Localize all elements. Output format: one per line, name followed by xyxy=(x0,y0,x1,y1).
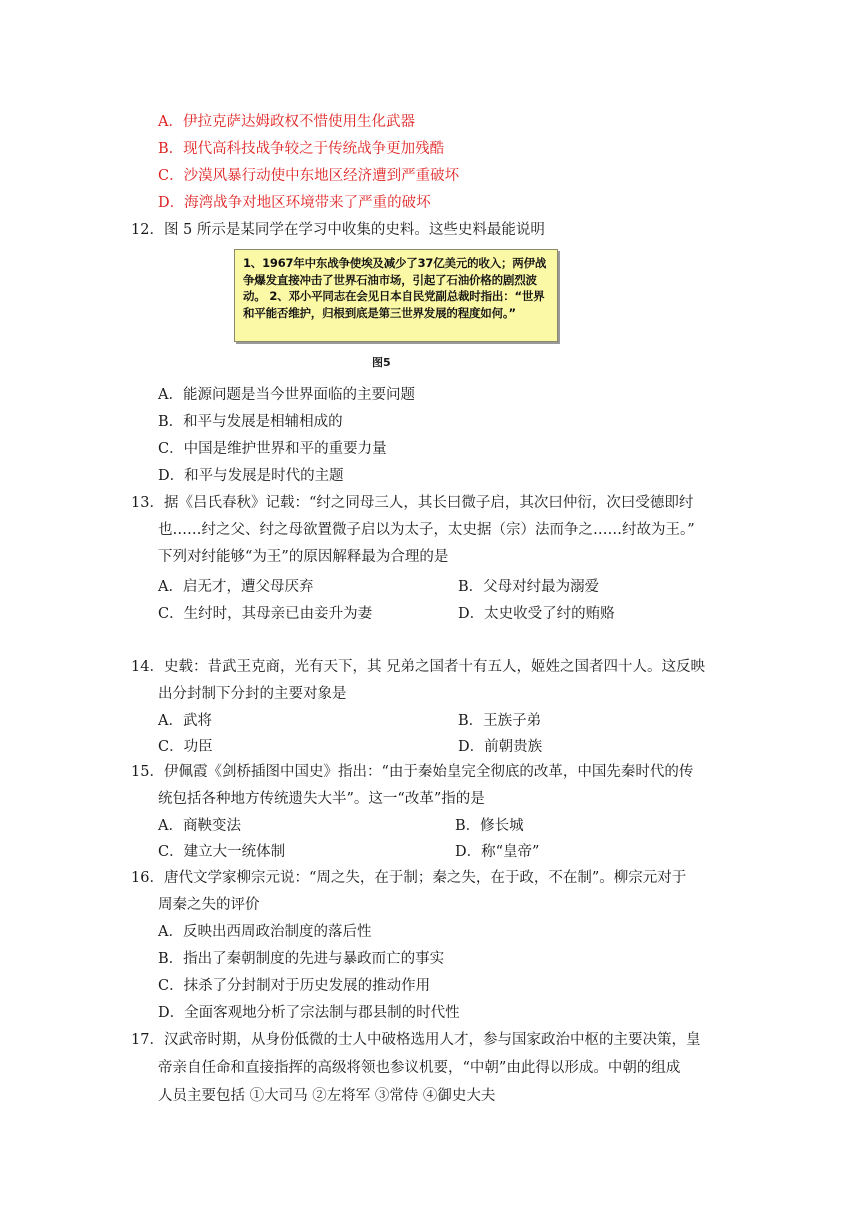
q12-option-b: B．和平与发展是相辅相成的 xyxy=(158,414,343,430)
q11-option-d: D．海湾战争对地区环境带来了严重的破坏 xyxy=(158,195,431,211)
q14-option-d: D．前朝贵族 xyxy=(458,739,543,755)
q14-option-a: A．武将 xyxy=(158,713,212,729)
q14-option-b: B．王族子弟 xyxy=(458,713,542,729)
q13-stem-line-1: 13．据《吕氏春秋》记载：“纣之同母三人，其长曰微子启，其次曰仲衍，次曰受德即纣 xyxy=(131,495,694,511)
q16-stem-line-1: 16．唐代文学家柳宗元说：“周之失，在于制；秦之失，在于政，不在制”。柳宗元对于 xyxy=(131,870,687,886)
q13-option-b: B．父母对纣最为溺爱 xyxy=(458,579,600,595)
q16-stem-line-2: 周秦之失的评价 xyxy=(158,897,260,913)
q14-stem-line-1: 14．史载：昔武王克商，光有天下，其 兄弟之国者十有五人，姬姓之国者四十人。这反映 xyxy=(131,659,706,675)
q11-option-c: C．沙漠风暴行动使中东地区经济遭到严重破坏 xyxy=(158,168,460,184)
q13-stem-line-3: 下列对纣能够“为王”的原因解释最为合理的是 xyxy=(158,549,449,565)
q15-option-c: C．建立大一统体制 xyxy=(158,844,286,860)
q16-option-b: B．指出了秦朝制度的先进与暴政而亡的事实 xyxy=(158,951,445,967)
q14-option-c: C．功臣 xyxy=(158,739,213,755)
q16-option-a: A．反映出西周政治制度的落后性 xyxy=(158,924,372,940)
q13-option-a: A．启无才，遭父母厌弃 xyxy=(158,579,314,595)
q12-option-a: A．能源问题是当今世界面临的主要问题 xyxy=(158,387,415,403)
q15-stem-line-1: 15．伊佩霞《剑桥插图中国史》指出：“由于秦始皇完全彻底的改革，中国先秦时代的传 xyxy=(131,764,694,780)
q13-stem-line-2: 也……纣之父、纣之母欲置微子启以为太子，太史据（宗）法而争之……纣故为王。” xyxy=(158,522,695,538)
q16-option-d: D．全面客观地分析了宗法制与郡县制的时代性 xyxy=(158,1005,460,1021)
q11-option-a: A．伊拉克萨达姆政权不惜使用生化武器 xyxy=(158,114,415,130)
q12-option-d: D．和平与发展是时代的主题 xyxy=(158,468,344,484)
q12-stem: 12．图 5 所示是某同学在学习中收集的史料。这些史料最能说明 xyxy=(131,222,545,238)
q15-option-d: D．称“皇帝” xyxy=(455,844,540,860)
q12-option-c: C．中国是维护世界和平的重要力量 xyxy=(158,441,387,457)
q15-option-a: A．商鞅变法 xyxy=(158,818,241,834)
q15-option-b: B．修长城 xyxy=(455,818,524,834)
q13-option-d: D．太史收受了纣的贿赂 xyxy=(458,606,615,622)
q13-option-c: C．生纣时，其母亲已由妾升为妻 xyxy=(158,606,373,622)
q15-stem-line-2: 统包括各种地方传统遗失大半”。这一“改革”指的是 xyxy=(158,791,485,807)
q16-option-c: C．抹杀了分封制对于历史发展的推动作用 xyxy=(158,978,431,994)
q17-stem-line-3: 人员主要包括 ①大司马 ②左将军 ③常侍 ④御史大夫 xyxy=(158,1088,496,1104)
q17-stem-line-2: 帝亲自任命和直接指挥的高级将领也参议机要，“中朝”由此得以形成。中朝的组成 xyxy=(158,1060,681,1076)
q12-figure-caption: 图5 xyxy=(372,356,391,369)
q17-stem-line-1: 17．汉武帝时期，从身份低微的士人中破格选用人才，参与国家政治中枢的主要决策，皇 xyxy=(131,1032,701,1048)
q11-option-b: B．现代高科技战争较之于传统战争更加残酷 xyxy=(158,141,445,157)
q14-stem-line-2: 出分封制下分封的主要对象是 xyxy=(158,686,347,702)
q12-figure-image: 1、1967年中东战争使埃及减少了37亿美元的收入；两伊战争爆发直接冲击了世界石油市场，引起了石油价格的剧烈波动。 2、邓小平同志在会见日本自民党副总裁时指出：“世界和平能否维护，归根到底是第三世界发展的程度如何。” xyxy=(234,249,558,342)
